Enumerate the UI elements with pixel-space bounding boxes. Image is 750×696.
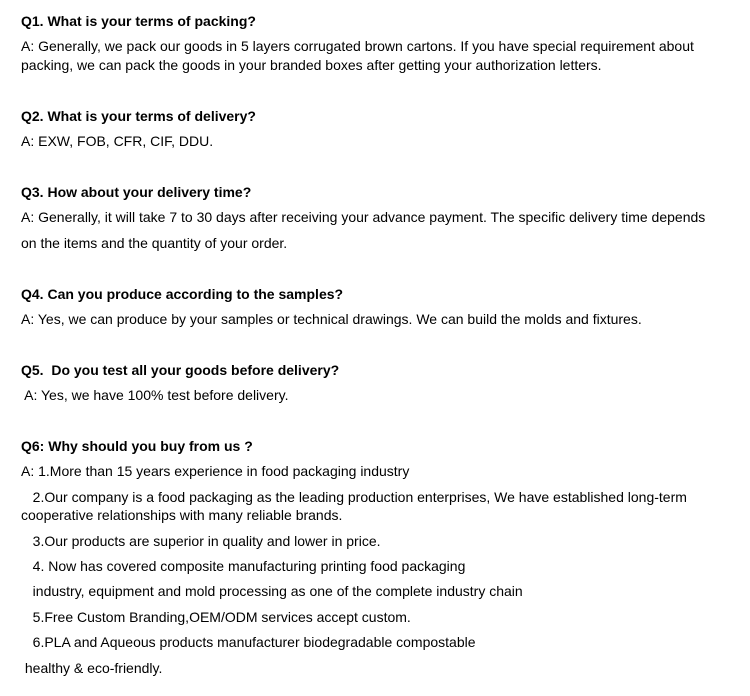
faq-answer-1-line-1: A: Generally, we pack our goods in 5 layers corrugated brown cartons. If you have special requirement about [21,38,694,54]
faq-answer-6-line-1: A: 1.More than 15 years experience in food packaging industry [21,463,410,479]
faq-answer-4-line-1: A: Yes, we can produce by your samples or technical drawings. We can build the molds and fixtures. [21,311,642,327]
faq-question-2: Q2. What is your terms of delivery? [21,108,256,124]
faq-answer-6-line-6: industry, equipment and mold processing as one of the complete industry chain [21,583,523,599]
faq-question-3: Q3. How about your delivery time? [21,184,252,200]
faq-answer-6-line-3: cooperative relationships with many reliable brands. [21,507,343,523]
faq-answer-5-line-1: A: Yes, we have 100% test before delivery. [21,387,289,403]
faq-answer-6-line-9: healthy & eco-friendly. [21,660,163,676]
faq-answer-1-line-2: packing, we can pack the goods in your branded boxes after getting your authorization letters. [21,57,602,73]
faq-question-4: Q4. Can you produce according to the samples? [21,286,344,302]
faq-question-6: Q6: Why should you buy from us ? [21,438,253,454]
faq-answer-3-line-1: A: Generally, it will take 7 to 30 days after receiving your advance payment. The specific delivery time depends [21,209,706,225]
faq-question-1: Q1. What is your terms of packing? [21,13,256,29]
faq-answer-3-line-2: on the items and the quantity of your order. [21,235,288,251]
faq-answer-2-line-1: A: EXW, FOB, CFR, CIF, DDU. [21,133,214,149]
faq-answer-6-line-4: 3.Our products are superior in quality and lower in price. [21,533,381,549]
faq-answer-6-line-7: 5.Free Custom Branding,OEM/ODM services accept custom. [21,609,411,625]
faq-question-5: Q5. Do you test all your goods before delivery? [21,362,340,378]
faq-answer-6-line-5: 4. Now has covered composite manufacturing printing food packaging [21,558,466,574]
faq-answer-6-line-2: 2.Our company is a food packaging as the leading production enterprises, We have established long-term [21,489,687,505]
faq-answer-6-line-8: 6.PLA and Aqueous products manufacturer biodegradable compostable [21,634,476,650]
